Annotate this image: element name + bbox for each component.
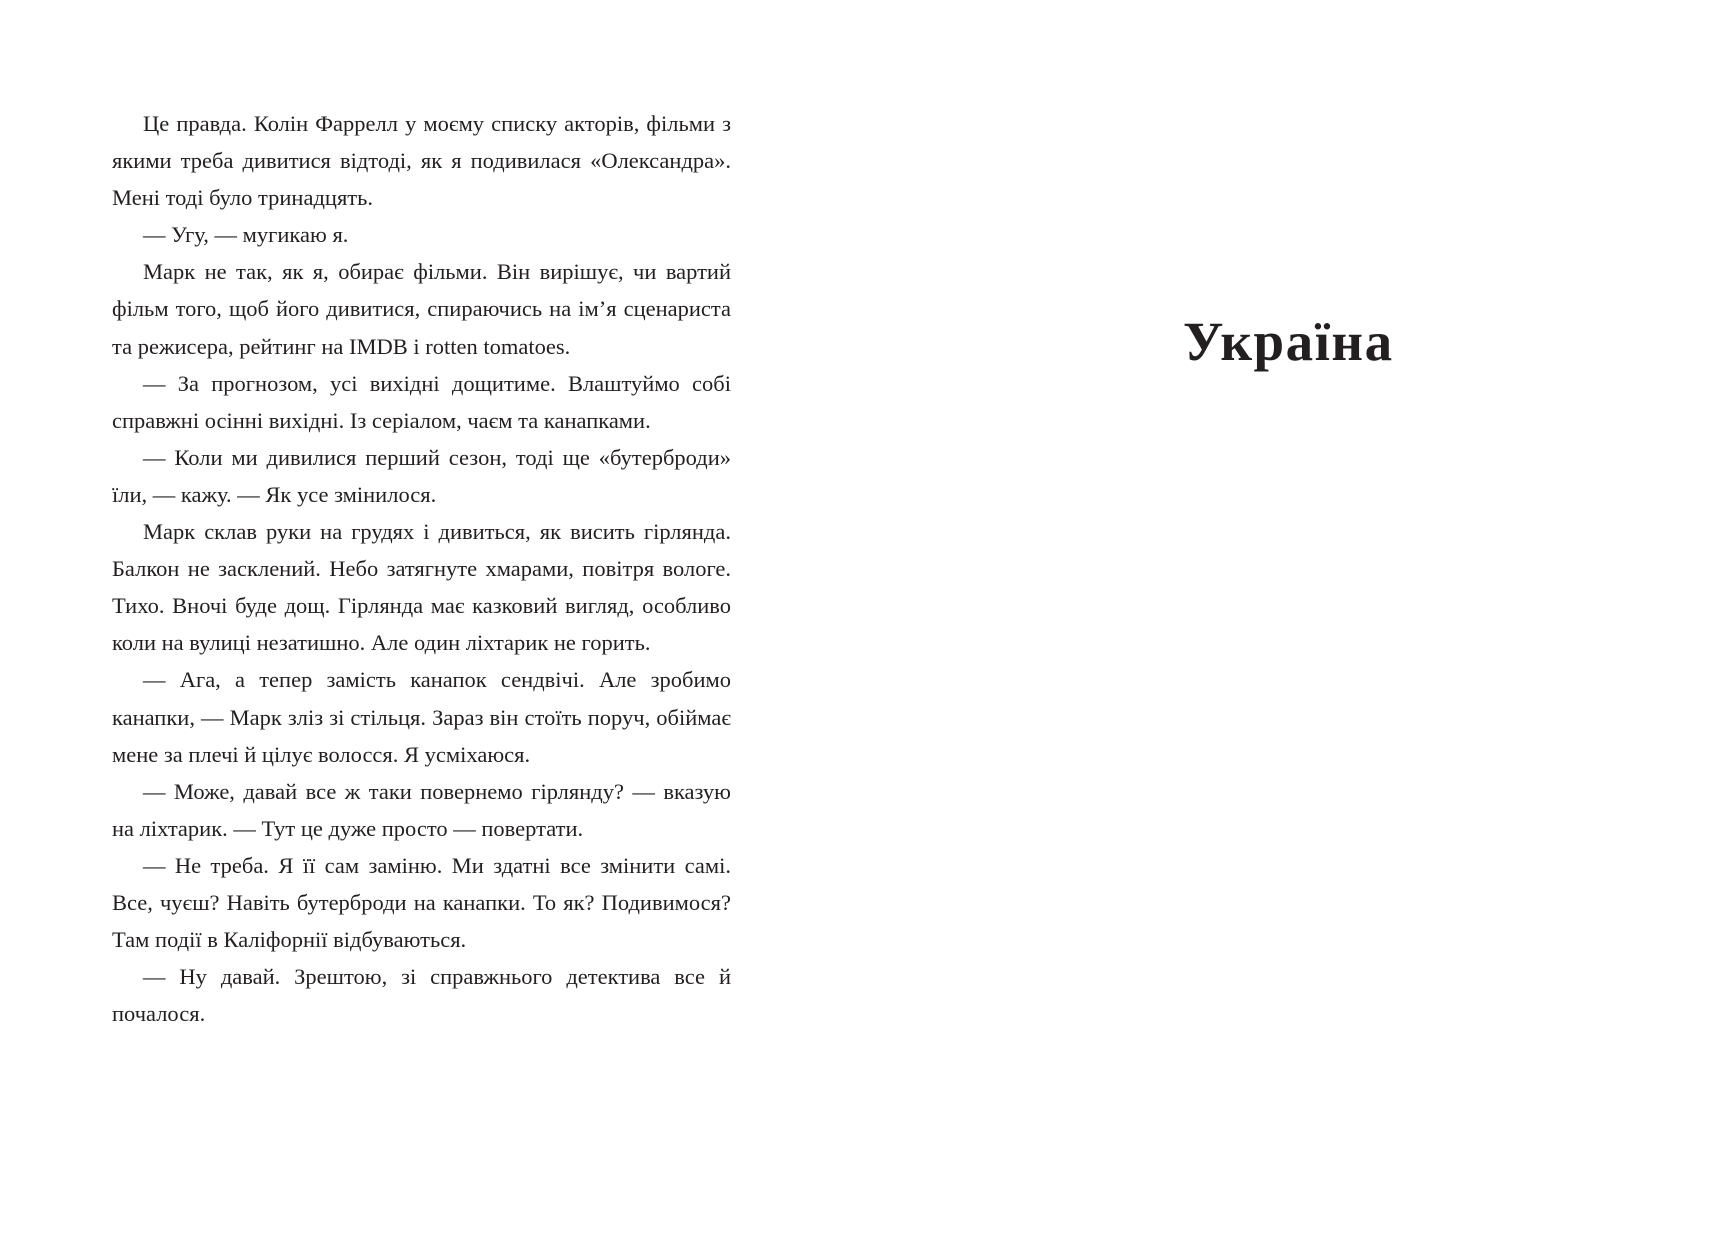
paragraph: — Угу, — мугикаю я. (143, 222, 349, 248)
paragraph: Це правда. Колін Фаррелл у моєму списку акторів, фільми з якими треба дивитися відтоді, як я подивилася «Олександра». Мені тоді було тринадцять. (112, 111, 731, 211)
paragraph: — Не треба. Я її сам заміню. Ми здатні все змінити самі. Все, чуєш? Навіть бутерброди на канапки. То як? Подивимося? Там події в Каліфорнії відбуваються. (112, 852, 731, 953)
paragraph: — За прогнозом, усі вихідні дощитиме. Влаштуймо собі справжні осінні вихідні. Із серіалом, чаєм та канапками. (112, 370, 731, 433)
paragraph: Марк склав руки на грудях і дивиться, як висить гірлянда. Балкон не засклений. Небо затягнуте хмарами, повітря вологе. Тихо. Вночі буде дощ. Гірлянда має казковий вигляд, особливо коли на вулиці незатишно. Але один ліхтарик не горить. (112, 519, 731, 656)
paragraph: — Ну давай. Зрештою, зі справжнього детектива все й почалося. (112, 964, 731, 1027)
paragraph: — Ага, а тепер замість канапок сендвічі. Але зробимо канапки, — Марк зліз зі стільця. Зараз він стоїть поруч, обіймає мене за плечі й цілує волосся. Я усміхаюся. (112, 667, 731, 767)
chapter-title: Україна (1183, 311, 1394, 372)
left-page-body-text (112, 105, 731, 1032)
paragraph: — Може, давай все ж таки повернемо гірлянду? — вказую на ліхтарик. — Тут це дуже просто — повертати. (112, 778, 731, 841)
right-page (857, 0, 1713, 1258)
paragraph: Марк не так, як я, обирає фільми. Він вирішує, чи вартий фільм того, щоб його дивитися, спираючись на ім’я сценариста та режисера, рейтинг на IMDB і rotten tomatoes. (112, 259, 731, 359)
paragraph: — Коли ми дивилися перший сезон, тоді ще «бутерброди» їли, — кажу. — Як усе змінилося. (112, 444, 731, 507)
